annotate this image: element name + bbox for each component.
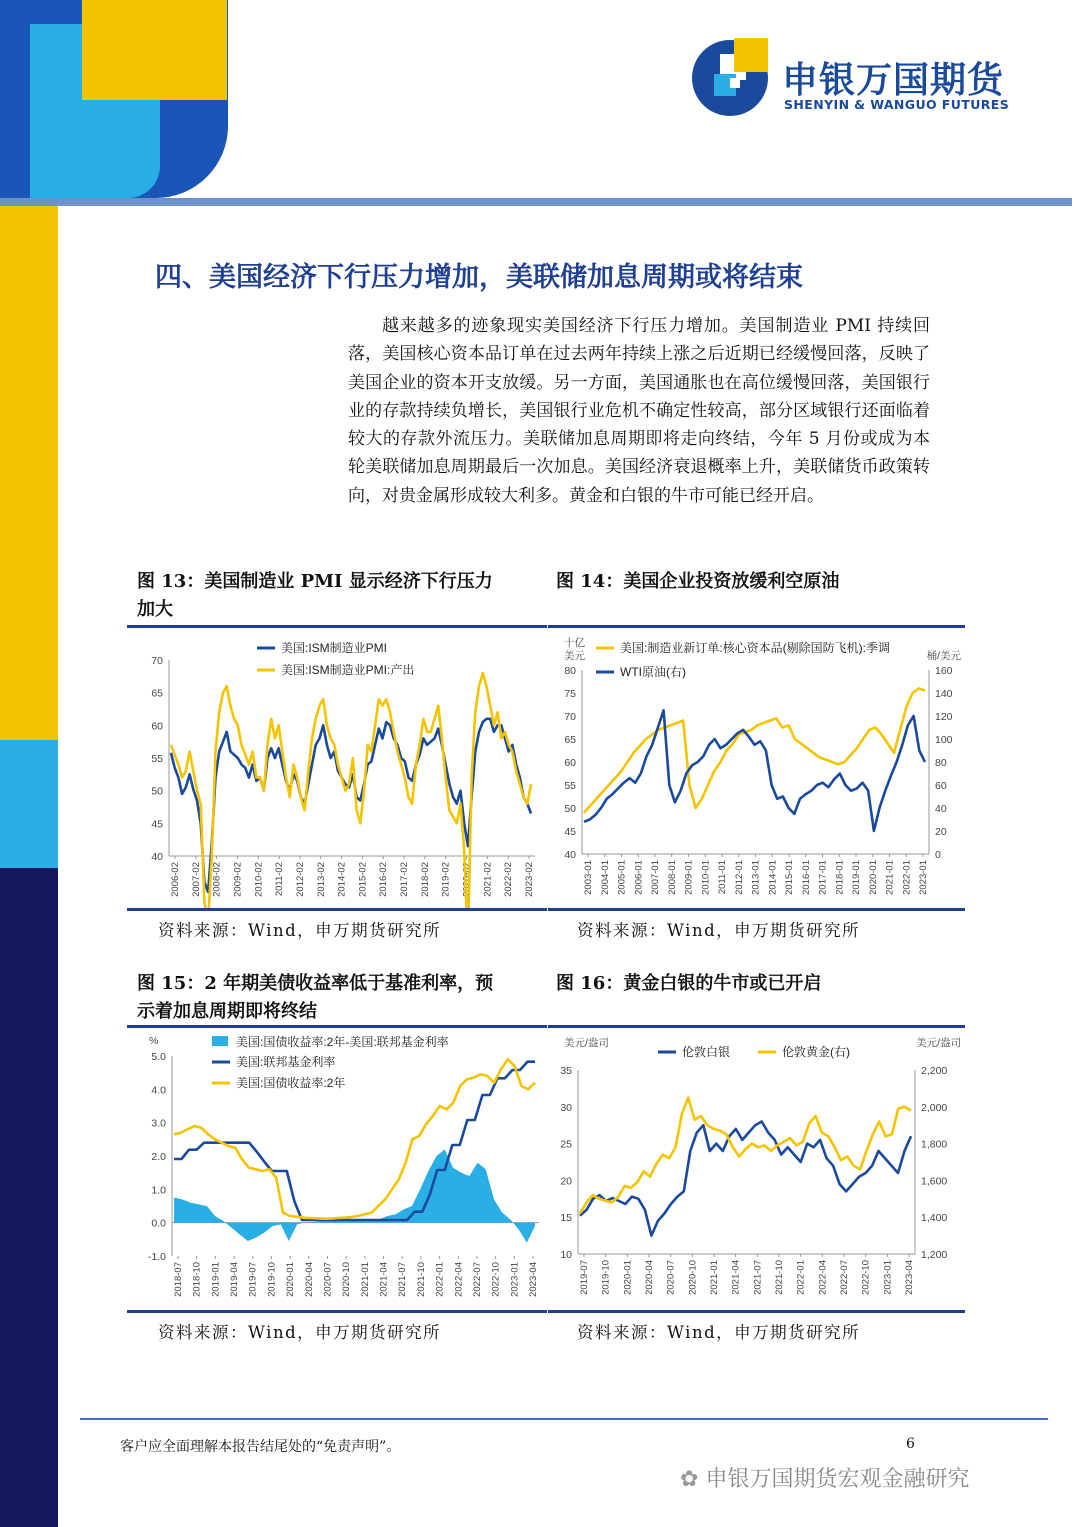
figure-13-caption (137, 568, 537, 624)
figure-15-top-rule (127, 1025, 547, 1028)
x-tick-label: 2018-01 (834, 860, 846, 895)
x-tick-label: 2021-04 (730, 1260, 742, 1295)
x-tick-label: 2019-07 (579, 1260, 590, 1295)
x-tick-label: 2013-02 (315, 862, 327, 897)
y-tick-label: 4.0 (151, 1084, 166, 1097)
x-tick-label: 2008-02 (211, 862, 223, 897)
figure-14-top-rule (548, 625, 965, 628)
y-unit-label: 十亿 (564, 637, 585, 649)
fig16-svg (548, 1030, 965, 1310)
x-tick-label: 2020-04 (644, 1260, 655, 1295)
fig14-svg (548, 630, 965, 908)
y-tick-label: 45 (151, 818, 163, 831)
y2-tick-label: 1,400 (921, 1212, 948, 1225)
figure-13-chart (127, 630, 547, 908)
x-tick-label: 2020-07 (665, 1260, 677, 1295)
x-tick-label: 2011-02 (274, 862, 286, 897)
y-tick-label: 55 (151, 753, 163, 765)
x-tick-label: 2009-01 (683, 860, 695, 895)
x-tick-label: 2021-01 (709, 1260, 720, 1295)
legend-label: 美国:ISM制造业PMI (281, 641, 388, 655)
series-line (171, 673, 531, 908)
x-tick-label: 2021-07 (397, 1262, 409, 1297)
y-tick-label: 3.0 (151, 1117, 166, 1130)
company-logo (690, 34, 1010, 124)
x-tick-label: 2018-10 (191, 1262, 203, 1297)
figure-15-bottom-rule (127, 1310, 547, 1313)
body-paragraph: 越来越多的迹象现实美国经济下行压力增加。美国制造业 PMI 持续回落，美国核心资本品订单在过去两年持续上涨之后近期已经缓慢回落，反映了美国企业的资本开支放缓。另一方面，美国通胀也在高位缓慢回落，美国银行业的存款持续负增长，美国银行业危机不确定性较高，部分区域银行还面临着较大的存款外流压力。美联储加息周期即将走向终结，今年 5 月份或成为本轮美联储加息周期最后一次加息。美国经济衰退概率上升，美联储货币政策转向，对贵金属形成较大利多。黄金和白银的牛市可能已经开启。 (348, 316, 930, 506)
legend-label: 美国:制造业新订单:核心资本品(剔除国防飞机):季调 (620, 641, 890, 655)
x-tick-label: 2019-10 (600, 1260, 612, 1295)
y-unit-label: 美元 (564, 650, 585, 662)
y-tick-label: 10 (560, 1249, 572, 1261)
x-tick-label: 2023-04 (904, 1260, 915, 1295)
x-tick-label: 2020-02 (461, 862, 473, 897)
x-tick-label: 2022-01 (795, 1260, 807, 1295)
x-tick-label: 2019-01 (210, 1262, 222, 1297)
figure-15-caption (137, 970, 547, 1026)
footer-rule (80, 1418, 1048, 1420)
x-tick-label: 2019-10 (266, 1262, 278, 1297)
x-tick-label: 2012-01 (733, 860, 745, 895)
header-band-gold (82, 0, 227, 100)
watermark (680, 1462, 969, 1493)
header-rule (0, 198, 1072, 206)
x-tick-label: 2020-07 (322, 1262, 334, 1297)
wechat-icon: ✿ (680, 1467, 706, 1492)
y2-tick-label: 0 (935, 849, 941, 861)
x-tick-label: 2006-02 (170, 862, 181, 897)
x-tick-label: 2022-04 (453, 1262, 465, 1297)
figure-13-caption-line2: 加大 (137, 599, 173, 620)
y2-tick-label: 140 (935, 688, 953, 700)
x-tick-label: 2021-02 (482, 862, 494, 897)
y-unit-label: % (149, 1035, 159, 1047)
y2-tick-label: 20 (935, 826, 947, 838)
x-tick-label: 2018-07 (173, 1262, 184, 1297)
figure-13-top-rule (127, 625, 547, 628)
x-tick-label: 2016-01 (800, 860, 812, 895)
x-tick-label: 2022-01 (434, 1262, 446, 1297)
legend-label: WTI原油(右) (620, 665, 686, 679)
series-line (171, 719, 531, 892)
figure-16-bottom-rule (548, 1310, 965, 1313)
x-tick-label: 2023-01 (509, 1262, 521, 1297)
figure-14-caption-text: 图 14：美国企业投资放缓利空原油 (556, 571, 840, 592)
y-tick-label: 35 (560, 1065, 572, 1077)
x-tick-label: 2019-04 (229, 1262, 241, 1297)
x-tick-label: 2021-01 (884, 860, 896, 895)
figure-16-chart (548, 1030, 965, 1310)
y-tick-label: 50 (151, 785, 163, 798)
x-tick-label: 2020-04 (303, 1262, 315, 1297)
y-tick-label: 15 (560, 1212, 572, 1225)
x-tick-label: 2022-02 (503, 862, 515, 897)
x-tick-label: 2022-07 (839, 1260, 850, 1295)
figure-13-bottom-rule (127, 908, 547, 911)
y-tick-label: 45 (564, 826, 576, 838)
fig13-svg (127, 630, 547, 908)
x-tick-label: 2022-10 (860, 1260, 872, 1295)
side-bar-sky (0, 740, 58, 868)
side-bar-navy (0, 868, 58, 1527)
series-line (580, 1122, 911, 1236)
x-tick-label: 2010-02 (253, 862, 265, 897)
x-tick-label: 2020-10 (687, 1260, 699, 1295)
y-tick-label: 1.0 (151, 1184, 166, 1197)
y-tick-label: -1.0 (147, 1251, 166, 1263)
legend-label: 美国:国债收益率:2年-美国:联邦基金利率 (236, 1035, 449, 1049)
logo-mark-icon (690, 34, 774, 118)
x-tick-label: 2003-01 (583, 860, 594, 895)
y-tick-label: 2.0 (151, 1151, 166, 1163)
series-line (580, 1098, 911, 1214)
x-tick-label: 2011-01 (717, 860, 728, 895)
y2-tick-label: 100 (935, 734, 953, 746)
legend-label: 美国:联邦基金利率 (236, 1055, 336, 1069)
logo-text-en: SHENYIN & WANGUO FUTURES (784, 97, 1010, 112)
figure-13-caption-line1: 图 13：美国制造业 PMI 显示经济下行压力 (137, 571, 493, 592)
x-tick-label: 2017-02 (399, 862, 411, 897)
x-tick-label: 2007-02 (190, 862, 202, 897)
fig15-svg (127, 1030, 547, 1310)
y-tick-label: 75 (564, 688, 576, 700)
legend-label: 伦敦白银 (682, 1045, 731, 1059)
y-tick-label: 50 (564, 803, 576, 815)
y-tick-label: 40 (564, 849, 576, 861)
x-tick-label: 2012-02 (294, 862, 306, 897)
y-tick-label: 65 (151, 687, 163, 700)
y-tick-label: 40 (151, 851, 163, 863)
x-tick-label: 2020-01 (285, 1262, 297, 1297)
x-tick-label: 2004-01 (599, 860, 611, 895)
series-line (584, 688, 925, 812)
figure-16-caption-text: 图 16：黄金白银的牛市或已开启 (556, 973, 822, 994)
x-tick-label: 2022-04 (817, 1260, 829, 1295)
section-title: 四、美国经济下行压力增加，美联储加息周期或将结束 (155, 262, 803, 293)
x-tick-label: 2023-02 (524, 862, 535, 897)
y2-tick-label: 1,600 (921, 1175, 948, 1188)
figure-14-source: 资料来源：Wind，申万期货研究所 (577, 921, 861, 940)
legend-label: 伦敦黄金(右) (782, 1045, 850, 1059)
x-tick-label: 2022-07 (471, 1262, 483, 1297)
x-tick-label: 2022-10 (490, 1262, 502, 1297)
y-tick-label: 0.0 (151, 1217, 166, 1230)
x-tick-label: 2007-01 (650, 860, 661, 895)
y-unit-label: 美元/盎司 (564, 1037, 609, 1049)
y2-unit-label: 桶/美元 (926, 650, 961, 662)
watermark-text: 申银万国期货宏观金融研究 (705, 1467, 970, 1492)
x-tick-label: 2021-10 (415, 1262, 427, 1297)
figure-16-top-rule (548, 1025, 965, 1028)
y-tick-label: 80 (564, 665, 576, 677)
x-tick-label: 2010-01 (700, 860, 712, 895)
legend-label: 美国:国债收益率:2年 (236, 1076, 346, 1090)
x-tick-label: 2014-01 (767, 860, 779, 895)
x-tick-label: 2015-01 (784, 860, 795, 895)
y2-tick-label: 1,800 (921, 1138, 948, 1151)
y2-tick-label: 1,200 (921, 1249, 948, 1261)
y-tick-label: 55 (564, 780, 576, 792)
x-tick-label: 2017-01 (817, 860, 829, 895)
y2-tick-label: 60 (935, 780, 947, 792)
y2-tick-label: 2,000 (921, 1101, 948, 1114)
y-tick-label: 60 (151, 720, 163, 733)
y-tick-label: 65 (564, 734, 576, 746)
y2-unit-label: 美元/盎司 (916, 1037, 961, 1049)
figure-15-caption-line1: 图 15：2 年期美债收益率低于基准利率，预 (137, 973, 494, 994)
x-tick-label: 2014-02 (336, 862, 348, 897)
figure-15-chart (127, 1030, 547, 1310)
x-tick-label: 2021-04 (378, 1262, 390, 1297)
x-tick-label: 2008-01 (666, 860, 678, 895)
figure-16-caption (556, 970, 966, 998)
x-tick-label: 2019-01 (851, 860, 862, 895)
legend-label: 美国:ISM制造业PMI:产出 (281, 663, 415, 677)
logo-text-cn: 申银万国期货 (782, 60, 1005, 101)
x-tick-label: 2022-01 (901, 860, 913, 895)
figure-16-source: 资料来源：Wind，申万期货研究所 (577, 1323, 861, 1342)
x-tick-label: 2018-02 (419, 862, 431, 897)
x-tick-label: 2019-07 (247, 1262, 259, 1297)
y-tick-label: 20 (560, 1175, 572, 1188)
figure-15-source: 资料来源：Wind，申万期货研究所 (158, 1323, 442, 1342)
y-tick-label: 25 (560, 1138, 572, 1151)
figure-13-source: 资料来源：Wind，申万期货研究所 (158, 921, 442, 940)
x-tick-label: 2021-07 (752, 1260, 764, 1295)
x-tick-label: 2021-10 (774, 1260, 785, 1295)
y-tick-label: 5.0 (151, 1051, 166, 1063)
x-tick-label: 2023-04 (528, 1262, 539, 1297)
series-area (174, 1149, 535, 1242)
x-tick-label: 2006-01 (633, 860, 645, 895)
footer-disclaimer-note: 客户应全面理解本报告结尾处的“免责声明”。 (120, 1439, 401, 1455)
x-tick-label: 2019-02 (440, 862, 452, 897)
y-tick-label: 60 (564, 757, 576, 769)
x-tick-label: 2023-01 (918, 860, 929, 895)
page-number: 6 (906, 1436, 915, 1452)
y-tick-label: 70 (151, 655, 163, 667)
y-tick-label: 70 (564, 711, 576, 723)
x-tick-label: 2013-01 (750, 860, 762, 895)
y2-tick-label: 120 (935, 711, 953, 723)
figure-14-bottom-rule (548, 908, 965, 911)
x-tick-label: 2020-01 (867, 860, 879, 895)
x-tick-label: 2021-01 (359, 1262, 371, 1297)
y2-tick-label: 2,200 (921, 1065, 948, 1077)
figure-14-caption (556, 568, 966, 596)
side-bar-gold (0, 206, 58, 740)
x-tick-label: 2015-02 (357, 862, 369, 897)
y-tick-label: 30 (560, 1101, 572, 1114)
x-tick-label: 2020-01 (622, 1260, 634, 1295)
x-tick-label: 2016-02 (378, 862, 390, 897)
figure-14-chart (548, 630, 965, 908)
figure-15-caption-line2: 示着加息周期即将终结 (137, 1001, 317, 1022)
y2-tick-label: 80 (935, 757, 947, 769)
legend-swatch (212, 1036, 228, 1046)
x-tick-label: 2020-10 (341, 1262, 353, 1297)
x-tick-label: 2009-02 (232, 862, 244, 897)
x-tick-label: 2005-01 (616, 860, 628, 895)
y2-tick-label: 160 (935, 665, 953, 677)
y2-tick-label: 40 (935, 803, 947, 815)
x-tick-label: 2023-01 (882, 1260, 894, 1295)
